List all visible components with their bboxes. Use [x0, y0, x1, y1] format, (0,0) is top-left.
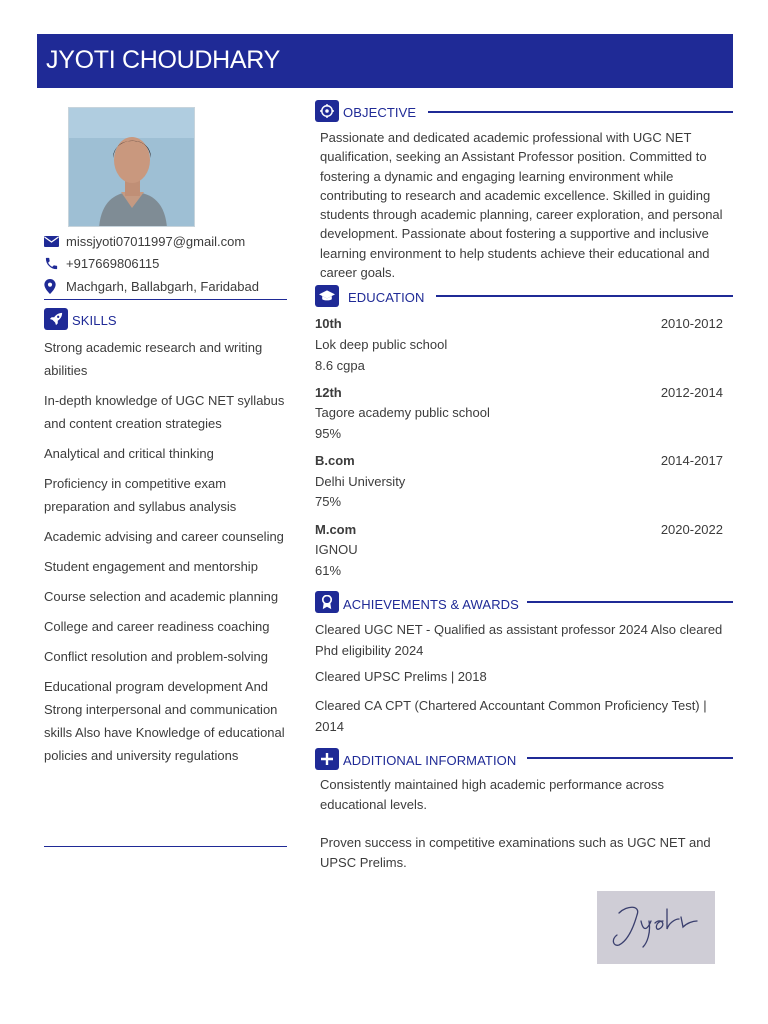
additional-rule [527, 757, 733, 759]
email-text: missjyoti07011997@gmail.com [66, 233, 246, 249]
candidate-name: JYOTI CHOUDHARY [46, 46, 280, 74]
edu-years: 2020-2022 [660, 522, 723, 537]
skill-item: Conflict resolution and problem-solving [44, 649, 269, 664]
edu-grade: 61% [315, 563, 342, 578]
achievements-rule [527, 601, 733, 603]
objective-rule [428, 111, 733, 113]
objective-heading: OBJECTIVE [343, 105, 417, 120]
graduation-cap-icon [315, 285, 339, 307]
contact-divider [44, 299, 287, 300]
skill-item: Student engagement and mentorship [44, 559, 258, 574]
contact-location [44, 276, 290, 296]
skill-item: Analytical and critical thinking [44, 446, 214, 461]
skill-item: College and career readiness coaching [44, 619, 270, 634]
skills-divider [44, 846, 287, 847]
skills-heading: SKILLS [72, 313, 117, 328]
edu-school: Tagore academy public school [315, 405, 490, 420]
edu-school: IGNOU [315, 542, 358, 557]
additional-item: Consistently maintained high academic performance across educational levels. [320, 777, 664, 812]
map-pin-icon [44, 279, 66, 294]
skill-item: Course selection and academic planning [44, 589, 279, 604]
edu-degree: B.com [315, 453, 355, 468]
additional-item: Proven success in competitive examinations such as UGC NET and UPSC Prelims. [320, 835, 711, 870]
skill-item: Proficiency in competitive exam preparation and syllabus analysis [44, 476, 237, 514]
edu-years: 2010-2012 [660, 316, 723, 331]
achievement-item: Cleared CA CPT (Chartered Accountant Common Proficiency Test) | 2014 [315, 698, 707, 734]
additional-heading: ADDITIONAL INFORMATION [343, 753, 517, 768]
edu-years: 2012-2014 [660, 385, 723, 400]
award-ribbon-icon [315, 591, 339, 613]
envelope-icon [44, 236, 66, 247]
skill-item: Strong academic research and writing abilities [44, 340, 263, 378]
skill-item: Educational program development And Strong interpersonal and communication skills Also have Knowledge of educational policies and university regulations [44, 679, 285, 763]
target-icon [315, 100, 339, 122]
skill-item: Academic advising and career counseling [44, 529, 284, 544]
phone-icon [44, 256, 66, 271]
location-text: Machgarh, Ballabgarh, Faridabad [66, 278, 259, 294]
skill-item: In-depth knowledge of UGC NET syllabus and content creation strategies [44, 393, 285, 431]
signature-image [597, 891, 715, 964]
edu-degree: 12th [315, 385, 342, 400]
edu-school: Delhi University [315, 474, 406, 489]
phone-text: +917669806115 [66, 255, 160, 271]
edu-grade: 75% [315, 494, 342, 509]
edu-degree: 10th [315, 316, 342, 331]
edu-years: 2014-2017 [660, 453, 723, 468]
edu-school: Lok deep public school [315, 337, 448, 352]
edu-grade: 8.6 cgpa [315, 358, 365, 373]
skills-list [44, 336, 290, 774]
rocket-icon [44, 308, 68, 330]
edu-degree: M.com [315, 522, 357, 537]
education-rule [436, 295, 733, 297]
edu-grade: 95% [315, 426, 342, 441]
objective-text: Passionate and dedicated academic professional with UGC NET qualification, seeking an Assistant Professor position. Committed to fostering a dynamic and engaging learning environment while contributing to research and academic excellence. Skilled in guiding students through academic planning, career exploration, and personal development. Passionate about fostering a supportive and inclusive learning environment to help students achieve their educational and career goals. [320, 130, 723, 281]
achievements-heading: ACHIEVEMENTS & AWARDS [343, 597, 519, 612]
name-header-bar [37, 34, 733, 88]
plus-icon [315, 748, 339, 770]
contact-email[interactable] [44, 231, 290, 251]
achievement-item: Cleared UPSC Prelims | 2018 [315, 669, 487, 684]
contact-phone[interactable] [44, 253, 290, 273]
education-heading: EDUCATION [348, 290, 425, 305]
achievement-item: Cleared UGC NET - Qualified as assistant professor 2024 Also cleared Phd eligibility 2024 [315, 622, 723, 658]
profile-photo [68, 107, 195, 227]
